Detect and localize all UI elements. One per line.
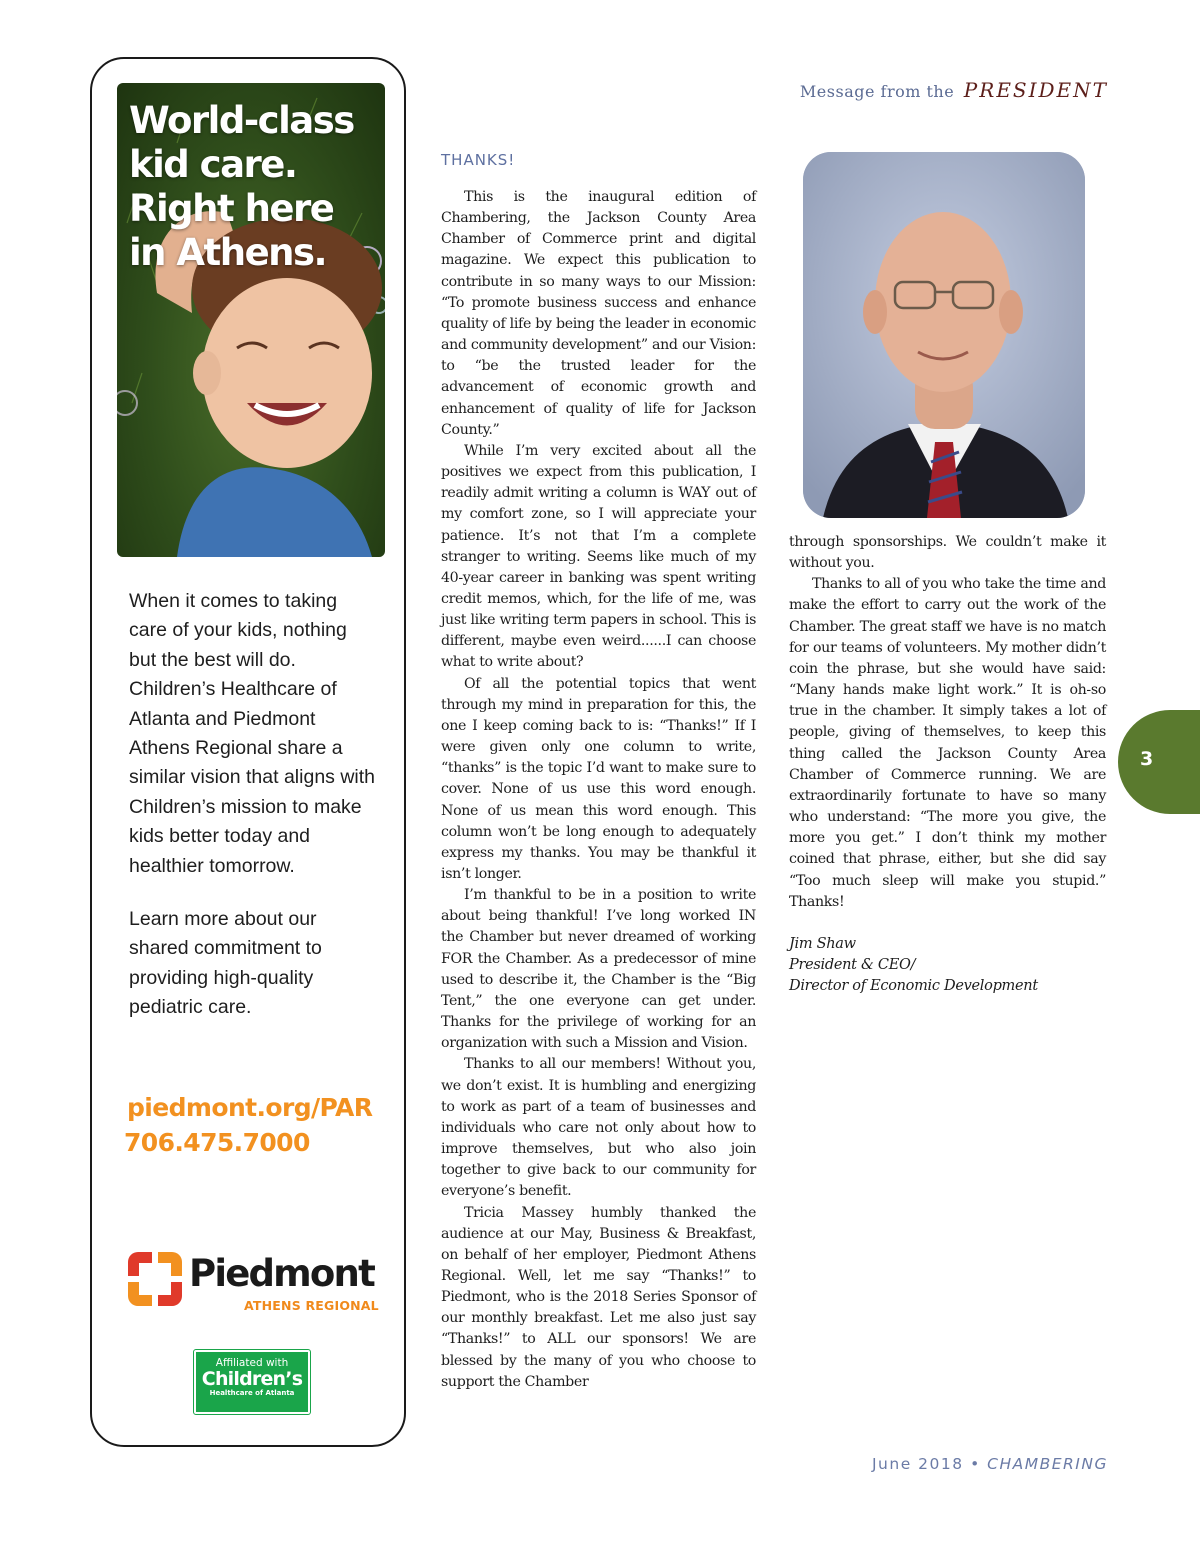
article-paragraph: I’m thankful to be in a position to write about being thankful! I’ve long worked IN the Chamber but never dreamed of working FOR the Chamber. As a predecessor of mine used to describe it, the Chamber is the “Big Tent,” the one everyone can get under. Thanks for the privilege of working for an organization with such a Mission and Vision. [441,887,756,1052]
article-paragraph: While I’m very excited about all the positives we expect from this publication, I readily admit writing a column is WAY out of my comfort zone, so I will appreciate your patience. It’s not that I’m a complete stranger to writing. Seems like much of my 40-year career in banking was spent writing credit memos, which, for the life of me, was just like writing term papers in school. This is different, maybe even weird......I can choose what to write about? [441,442,756,671]
author-title: President & CEO/ [789,957,916,974]
article-paragraph: Tricia Massey humbly thanked the audience at our May, Business & Breakfast, on behalf of her employer, Piedmont Athens Regional. Well, let me say “Thanks!” to Piedmont, who is the 2018 Series Sponsor of our monthly breakfast. Let me also just say “Thanks!” to ALL our sponsors! We are blessed by the many of you who choose to support the Chamber [441,1204,756,1390]
footer-separator: • [970,1455,981,1473]
portrait-illustration [803,152,1085,518]
badge-bottom-text: Healthcare of Atlanta [209,1389,295,1397]
footer-date: June 2018 [871,1455,964,1473]
page-number: 3 [1140,748,1154,770]
piedmont-logo-name: Piedmont [189,1252,374,1295]
piedmont-logo-icon [128,1252,182,1306]
author-title-2: Director of Economic Development [789,978,1038,995]
ad-headline-line: kid care. [129,143,297,186]
ad-photo-child [117,83,385,557]
author-name: Jim Shaw [789,936,856,952]
ad-headline-line: World-class [129,99,354,142]
author-signature [789,934,1038,998]
ad-url-link[interactable]: piedmont.org/PAR [127,1093,373,1122]
article-paragraph: Thanks to all of you who take the time and make the effort to carry out the work of the Chamber. The great staff we have is no match for our teams of volunteers. My mother didn’t coin the phrase, but she would have said: “Many hands make light work.” It is oh-so true in the chamber. It simply takes a lot of people, giving of themselves, to keep this thing called the Jackson County Area Chamber of Commerce running. We are extraordinarily fortunate to have so many who understand: “The more you give, the more you get.” I don’t think my mother coined that phrase, either, but she did say “Too much sleep will make you stupid.” Thanks! [789,576,1106,910]
president-portrait [803,152,1085,518]
article-paragraph: This is the inaugural edition of Chambering, the Jackson County Area Chamber of Commerce print and digital magazine. We expect this publication to contribute in so many ways to our Mission: “To promote business success and enhance quality of life by being the leader in economic and community development” and our Vision: to “be the trusted leader for the advancement of economic growth and enhancement of quality of life for Jackson County.” [441,189,756,438]
badge-main-text: Children’s [201,1368,303,1390]
article-paragraph: through sponsorships. We couldn’t make it without you. [789,534,1106,572]
ad-phone-number[interactable]: 706.475.7000 [124,1128,310,1157]
page-footer [872,1455,1108,1473]
badge-top-text: Affiliated with [215,1357,289,1369]
header-prefix: Message from the [799,82,955,101]
ad-headline [129,99,379,275]
advertisement-panel [90,57,406,1447]
article-column-1 [441,187,756,1393]
article-paragraph: Of all the potential topics that went through my mind in preparation for this, the one I keep coming back to is: “Thanks!” If I were given only one column to write, “thanks” is the topic I’d want to make sure to cover. None of us use this word enough. None of us mean this word enough. This column won’t be long enough to adequately express my thanks. You may be thankful it isn’t longer. [441,675,756,882]
ad-headline-line: in Athens. [129,231,327,274]
ad-body-text: When it comes to taking care of your kids, nothing but the best will do. Children’s Healthcare of Atlanta and Piedmont Athens Regional share a similar vision that aligns with Children’s mission to make kids better today and healthier tomorrow. [129,590,376,877]
page-header [800,78,1108,102]
header-title: PRESIDENT [963,78,1108,102]
ad-body-text-2: Learn more about our shared commitment to providing high-quality pediatric care. [129,908,322,1019]
article-paragraph: Thanks to all our members! Without you, we don’t exist. It is humbling and energizing to work as part of a team of businesses and individuals who care not only about how to improve themselves, but who also join together to give back to our community for everyone’s benefit. [441,1056,756,1200]
ad-headline-line: Right here [129,187,334,230]
childrens-affiliation-badge [194,1350,310,1414]
article-column-2 [789,532,1106,913]
page-number-tab [1118,710,1200,814]
footer-magazine: CHAMBERING [987,1455,1108,1473]
piedmont-logo-subtitle: ATHENS REGIONAL [244,1298,379,1313]
section-title: THANKS! [441,151,516,169]
